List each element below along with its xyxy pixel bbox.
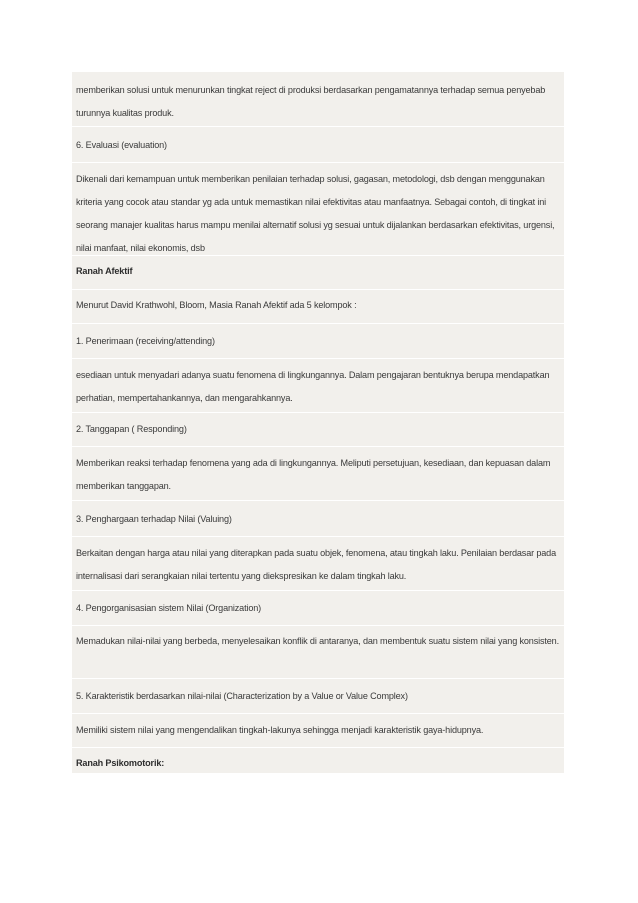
paragraph-penghargaan: Berkaitan dengan harga atau nilai yang diterapkan pada suatu objek, fenomena, atau tingkah laku. Penilaian berdasar pada internalisasi dari serangkaian nilai tertentu yang diekspresikan ke dalam tingkah laku.: [76, 548, 556, 581]
divider: [72, 500, 564, 501]
divider: [72, 678, 564, 679]
paragraph-intro: Menurut David Krathwohl, Bloom, Masia Ranah Afektif ada 5 kelompok :: [76, 300, 357, 310]
paragraph-evaluasi: Dikenali dari kemampuan untuk memberikan penilaian terhadap solusi, gagasan, metodologi, dsb dengan menggunakan kriteria yang cocok atau standar yg ada untuk memastikan nilai efektivitas atau manfaatnya. Sebagai contoh, di tingkat ini seorang manajer kualitas harus mampu menilai alternatif solusi yg sesuai untuk dijalankan berdasarkan efektivitas, urgensi, nilai manfaat, nilai ekonomis, dsb: [76, 174, 555, 253]
item-pengorganisasian: 4. Pengorganisasian sistem Nilai (Organization): [76, 603, 262, 613]
divider: [72, 590, 564, 591]
divider: [72, 412, 564, 413]
divider: [72, 289, 564, 290]
divider: [72, 446, 564, 447]
divider: [72, 162, 564, 163]
item-penghargaan: 3. Penghargaan terhadap Nilai (Valuing): [76, 514, 232, 524]
divider: [72, 713, 564, 714]
divider: [72, 126, 564, 127]
divider: [72, 255, 564, 256]
divider: [72, 625, 564, 626]
heading-ranah-psikomotorik: Ranah Psikomotorik:: [76, 758, 165, 768]
heading-ranah-afektif: Ranah Afektif: [76, 266, 133, 276]
paragraph-tanggapan: Memberikan reaksi terhadap fenomena yang ada di lingkungannya. Meliputi persetujuan, kesediaan, dan kepuasan dalam memberikan tanggapan.: [76, 458, 551, 491]
divider: [72, 747, 564, 748]
item-tanggapan: 2. Tanggapan ( Responding): [76, 424, 187, 434]
divider: [72, 358, 564, 359]
paragraph-solusi: memberikan solusi untuk menurunkan tingkat reject di produksi berdasarkan pengamatannya terhadap semua penyebab turunnya kualitas produk.: [76, 85, 546, 118]
paragraph-pengorganisasian: Memadukan nilai-nilai yang berbeda, menyelesaikan konflik di antaranya, dan membentuk suatu sistem nilai yang konsisten.: [76, 636, 559, 646]
divider: [72, 536, 564, 537]
divider: [72, 323, 564, 324]
heading-evaluasi: 6. Evaluasi (evaluation): [76, 140, 167, 150]
item-karakteristik: 5. Karakteristik berdasarkan nilai-nilai (Characterization by a Value or Value Complex): [76, 691, 408, 701]
item-penerimaan: 1. Penerimaan (receiving/attending): [76, 336, 215, 346]
paragraph-penerimaan: esediaan untuk menyadari adanya suatu fenomena di lingkungannya. Dalam pengajaran bentuknya berupa mendapatkan perhatian, mempertahankannya, dan mengarahkannya.: [76, 370, 550, 403]
paragraph-karakteristik: Memiliki sistem nilai yang mengendalikan tingkah-lakunya sehingga menjadi karakteristik gaya-hidupnya.: [76, 725, 484, 735]
